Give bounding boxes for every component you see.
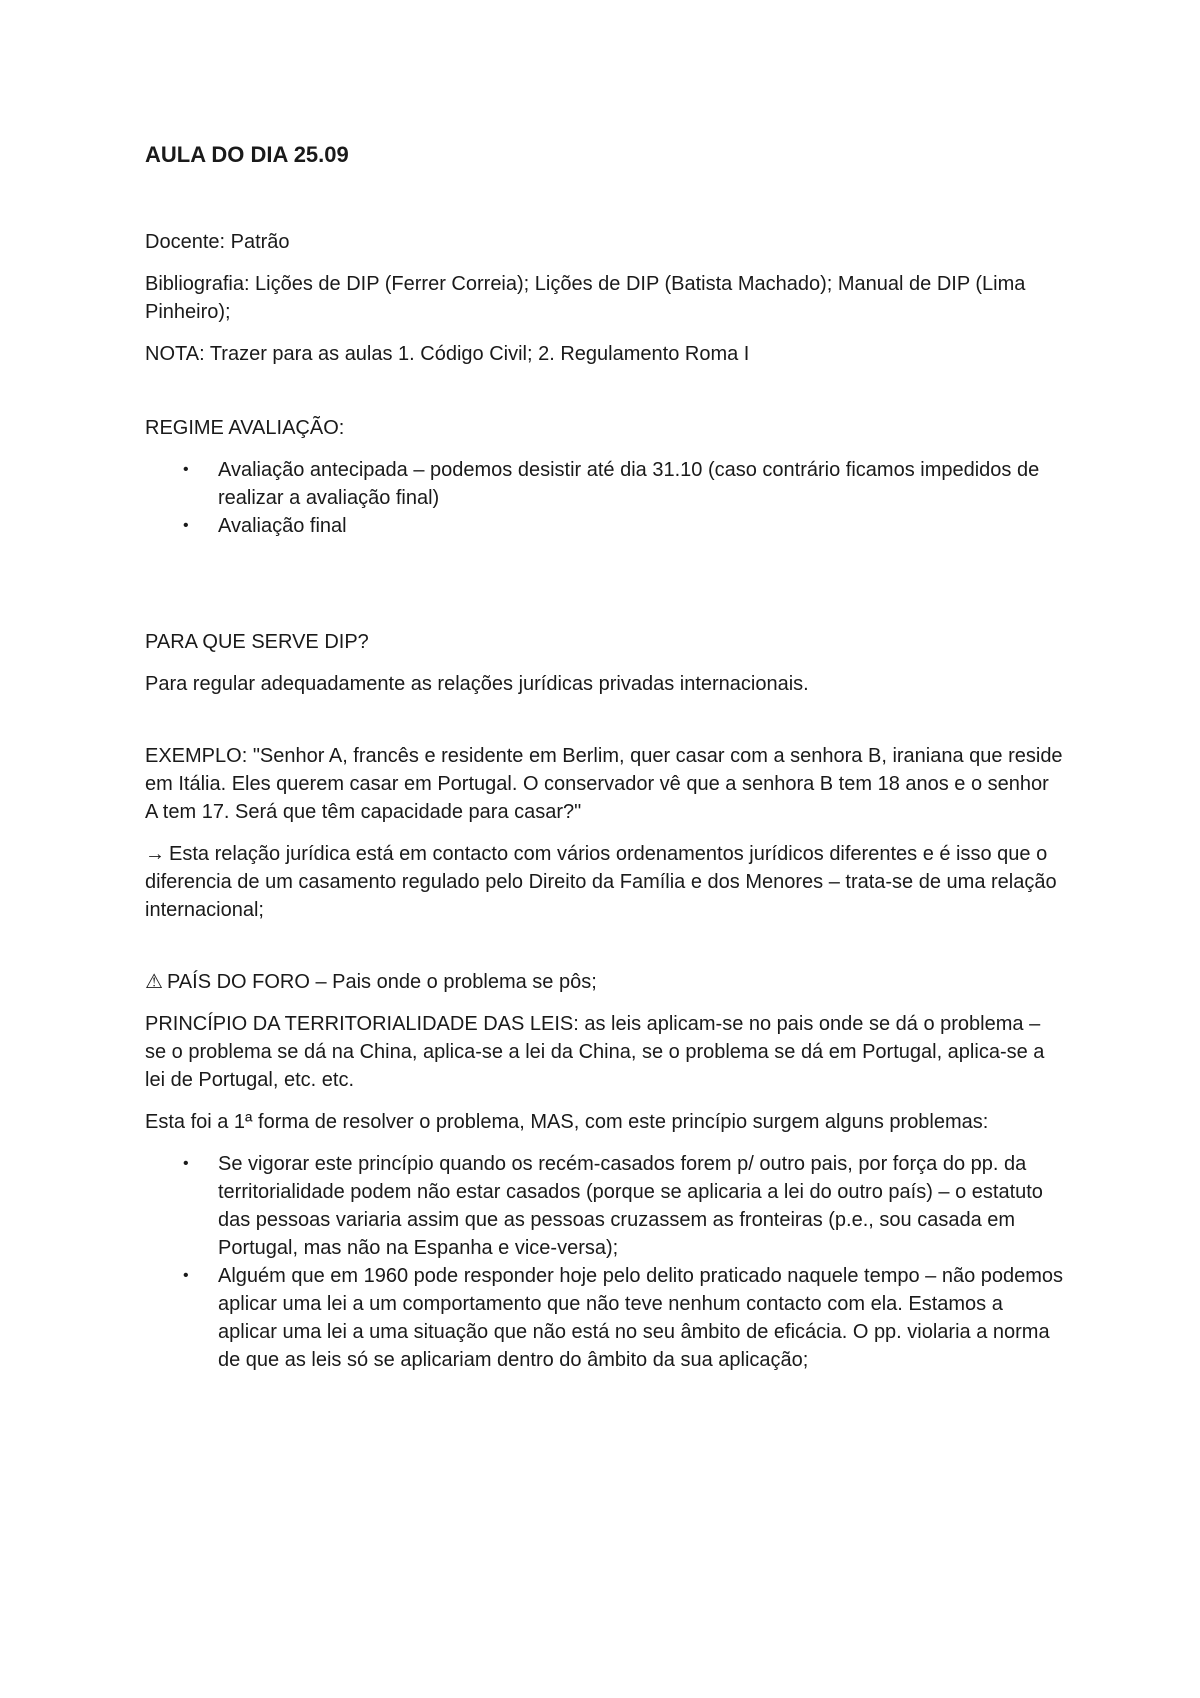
document-content [145,140,1065,1374]
warning-icon: ⚠ [145,971,163,993]
list-item-text: Avaliação final [218,515,347,537]
primeira-forma-paragraph: Esta foi a 1ª forma de resolver o problema, MAS, com este princípio surgem alguns problemas: [145,1111,989,1133]
page-title: AULA DO DIA 25.09 [145,142,349,167]
list-item [145,456,1065,512]
regime-heading: REGIME AVALIAÇÃO: [145,417,345,439]
list-item-text: Avaliação antecipada – podemos desistir até dia 31.10 (caso contrário ficamos impedidos de realizar a avaliação final) [218,459,1040,509]
pais-foro-line [145,968,1065,996]
bibliografia-line: Bibliografia: Lições de DIP (Ferrer Correia); Lições de DIP (Batista Machado); Manual de DIP (Lima Pinheiro); [145,273,1026,323]
principio-paragraph: PRINCÍPIO DA TERRITORIALIDADE DAS LEIS: as leis aplicam-se no pais onde se dá o problema – se o problema se dá na China, aplica-se a lei da China, se o problema se dá em Portugal, aplica-se a lei de Portugal, etc. etc. [145,1013,1045,1091]
para-que-heading: PARA QUE SERVE DIP? [145,631,369,653]
arrow-paragraph-text: Esta relação jurídica está em contacto com vários ordenamentos jurídicos diferentes e é isso que o diferencia de um casamento regulado pelo Direito da Família e dos Menores – trata-se de uma relação internacional; [145,843,1057,921]
list-item [145,1150,1065,1262]
list-item [145,512,1065,540]
bullet-icon: • [183,517,189,534]
regime-list [145,456,1065,540]
para-que-text: Para regular adequadamente as relações jurídicas privadas internacionais. [145,673,809,695]
pais-foro-text: PAÍS DO FORO – Pais onde o problema se pôs; [166,971,597,993]
bullet-icon: • [183,1267,189,1284]
bullet-icon: • [183,461,189,478]
bullet-icon: • [183,1155,189,1172]
list-item-text: Se vigorar este princípio quando os recém-casados forem p/ outro pais, por força do pp. da territorialidade podem não estar casados (porque se aplicaria a lei do outro país) – o estatuto das pessoas variaria assim que as pessoas cruzassem as fronteiras (p.e., sou casada em Portugal, mas não na Espanha e vice-versa); [218,1153,1043,1259]
nota-line: NOTA: Trazer para as aulas 1. Código Civil; 2. Regulamento Roma I [145,343,750,365]
list-item-text: Alguém que em 1960 pode responder hoje pelo delito praticado naquele tempo – não podemos aplicar uma lei a um comportamento que não teve nenhum contacto com ela. Estamos a aplicar uma lei a uma situação que não está no seu âmbito de eficácia. O pp. violaria a norma de que as leis só se aplicariam dentro do âmbito da sua aplicação; [218,1265,1064,1371]
list-item [145,1262,1065,1374]
docente-line: Docente: Patrão [145,231,290,253]
arrow-right-icon: → [145,843,165,865]
arrow-paragraph [145,840,1065,924]
problems-list [145,1150,1065,1374]
exemplo-paragraph: EXEMPLO: "Senhor A, francês e residente em Berlim, quer casar com a senhora B, iraniana que reside em Itália. Eles querem casar em Portugal. O conservador vê que a senhora B tem 18 anos e o senhor A tem 17. Será que têm capacidade para casar?" [145,745,1063,823]
